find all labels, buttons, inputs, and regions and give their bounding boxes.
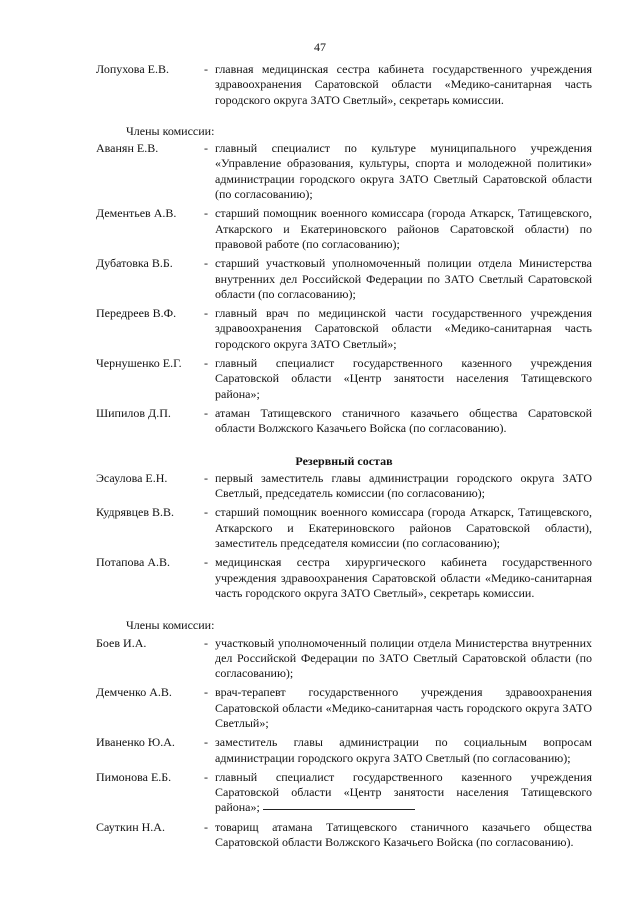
- member-entry: [96, 356, 592, 402]
- member-role: первый заместитель главы администрации городского округа ЗАТО Светлый, председатель комиссии (по согласованию);: [215, 470, 592, 501]
- closing-separator-line: [263, 809, 415, 810]
- member-role: главный специалист по культуре муниципального учреждения «Управление образования, культуры, спорта и молодежной политики» администрации городского округа ЗАТО Светлый Саратовской области (по согласованию);: [215, 141, 592, 202]
- member-role: главный специалист государственного казенного учреждения Саратовской области «Центр занятости населения Татищевского района»;: [215, 769, 592, 815]
- member-role: главный врач по медицинской части государственного учреждения здравоохранения Саратовской области «Медико-санитарная часть городского округа ЗАТО Светлый»;: [215, 306, 592, 351]
- members-label: Члены комиссии:: [126, 618, 215, 633]
- reserve-members-list: [96, 636, 592, 851]
- reserve-section-title: Резервный состав: [295, 453, 393, 468]
- member-role: старший участковый уполномоченный полиции отдела Министерства внутренних дел Российской Федерации по ЗАТО Светлый Саратовской области (по согласованию);: [215, 256, 592, 301]
- member-name: Передреев В.Ф.: [96, 306, 177, 321]
- member-dash: -: [204, 141, 208, 156]
- member-name: Дубатовка В.Б.: [96, 256, 173, 271]
- member-entry: [96, 141, 592, 202]
- member-name: Лопухова Е.В.: [96, 62, 169, 76]
- member-name: Чернушенко Е.Г.: [96, 356, 182, 371]
- member-role: главная медицинская сестра кабинета государственного учреждения здравоохранения Саратовской области «Медико-санитарная часть городского округа ЗАТО Светлый», секретарь комиссии.: [215, 62, 592, 107]
- member-dash: -: [204, 505, 208, 520]
- member-role: старший помощник военного комиссара (города Аткарск, Татищевского, Аткарского и Екатериновского районов Саратовской области), заместитель председателя комиссии (по согласованию);: [215, 505, 592, 551]
- members-label: Члены комиссии:: [126, 123, 215, 138]
- member-name: Кудрявцев В.В.: [96, 505, 175, 520]
- member-role: старший помощник военного комиссара (города Аткарск, Татищевского, Аткарского и Екатериновского районов Саратовской области) по правовой работе (по согласованию);: [215, 206, 592, 251]
- member-dash: -: [204, 635, 208, 650]
- member-dash: -: [204, 735, 208, 750]
- member-entry: [96, 636, 592, 682]
- member-entry: [96, 306, 592, 352]
- member-name: Шипилов Д.П.: [96, 405, 171, 420]
- member-dash: -: [204, 769, 208, 784]
- member-entry: [96, 685, 592, 731]
- member-entry: [96, 820, 592, 851]
- reserve-entry: [96, 555, 592, 601]
- member-name: Боев И.А.: [96, 635, 147, 650]
- member-name: Потапова А.В.: [96, 555, 170, 570]
- member-name: Дементьев А.В.: [96, 206, 177, 221]
- members-list: [96, 141, 592, 436]
- member-dash: -: [204, 62, 208, 76]
- member-name: Сауткин Н.А.: [96, 819, 165, 834]
- member-entry: [96, 406, 592, 437]
- member-entry: [96, 206, 592, 252]
- member-role: врач-терапевт государственного учреждения здравоохранения Саратовской области «Медико-санитарная часть городского округа ЗАТО Светлый»;: [215, 685, 592, 730]
- member-entry: [96, 256, 592, 302]
- member-dash: -: [204, 470, 208, 485]
- member-dash: -: [204, 685, 208, 700]
- member-name: Демченко А.В.: [96, 685, 172, 700]
- commission-list: [96, 62, 592, 850]
- member-dash: -: [204, 555, 208, 570]
- member-role: участковый уполномоченный полиции отдела Министерства внутренних дел Российской Федерации по ЗАТО Светлый Саратовской области (по согласованию);: [215, 635, 592, 681]
- member-name: Аванян Е.В.: [96, 141, 159, 156]
- reserve-entry: [96, 471, 592, 502]
- page-number: 47: [314, 40, 326, 54]
- member-role: заместитель главы администрации по социальным вопросам администрации городского округа ЗАТО Светлый (по согласованию);: [215, 735, 592, 765]
- member-dash: -: [204, 819, 208, 834]
- member-dash: -: [204, 206, 208, 221]
- member-role: товарищ атамана Татищевского станичного казачьего общества Саратовской области Волжского Казачьего Войска (по согласованию).: [215, 819, 592, 850]
- member-dash: -: [204, 356, 208, 371]
- member-dash: -: [204, 306, 208, 321]
- member-role: медицинская сестра хирургического кабинета государственного учреждения здравоохранения Саратовской области «Медико-санитарная часть городского округа ЗАТО Светлый», секретарь комиссии.: [215, 555, 592, 600]
- member-name: Пимонова Е.Б.: [96, 769, 172, 784]
- reserve-heads-list: [96, 471, 592, 601]
- secretary-entry: [96, 62, 592, 108]
- member-role: атаман Татищевского станичного казачьего общества Саратовской области Волжского Казачьего Войска (по согласованию).: [215, 405, 592, 436]
- member-dash: -: [204, 256, 208, 271]
- member-name: Иваненко Ю.А.: [96, 735, 175, 750]
- reserve-entry: [96, 505, 592, 551]
- member-name: Эсаулова Е.Н.: [96, 470, 168, 485]
- member-dash: -: [204, 405, 208, 420]
- member-role: главный специалист государственного казенного учреждения Саратовской области «Центр занятости населения Татищевского района»;: [215, 356, 592, 401]
- member-entry: [96, 735, 592, 766]
